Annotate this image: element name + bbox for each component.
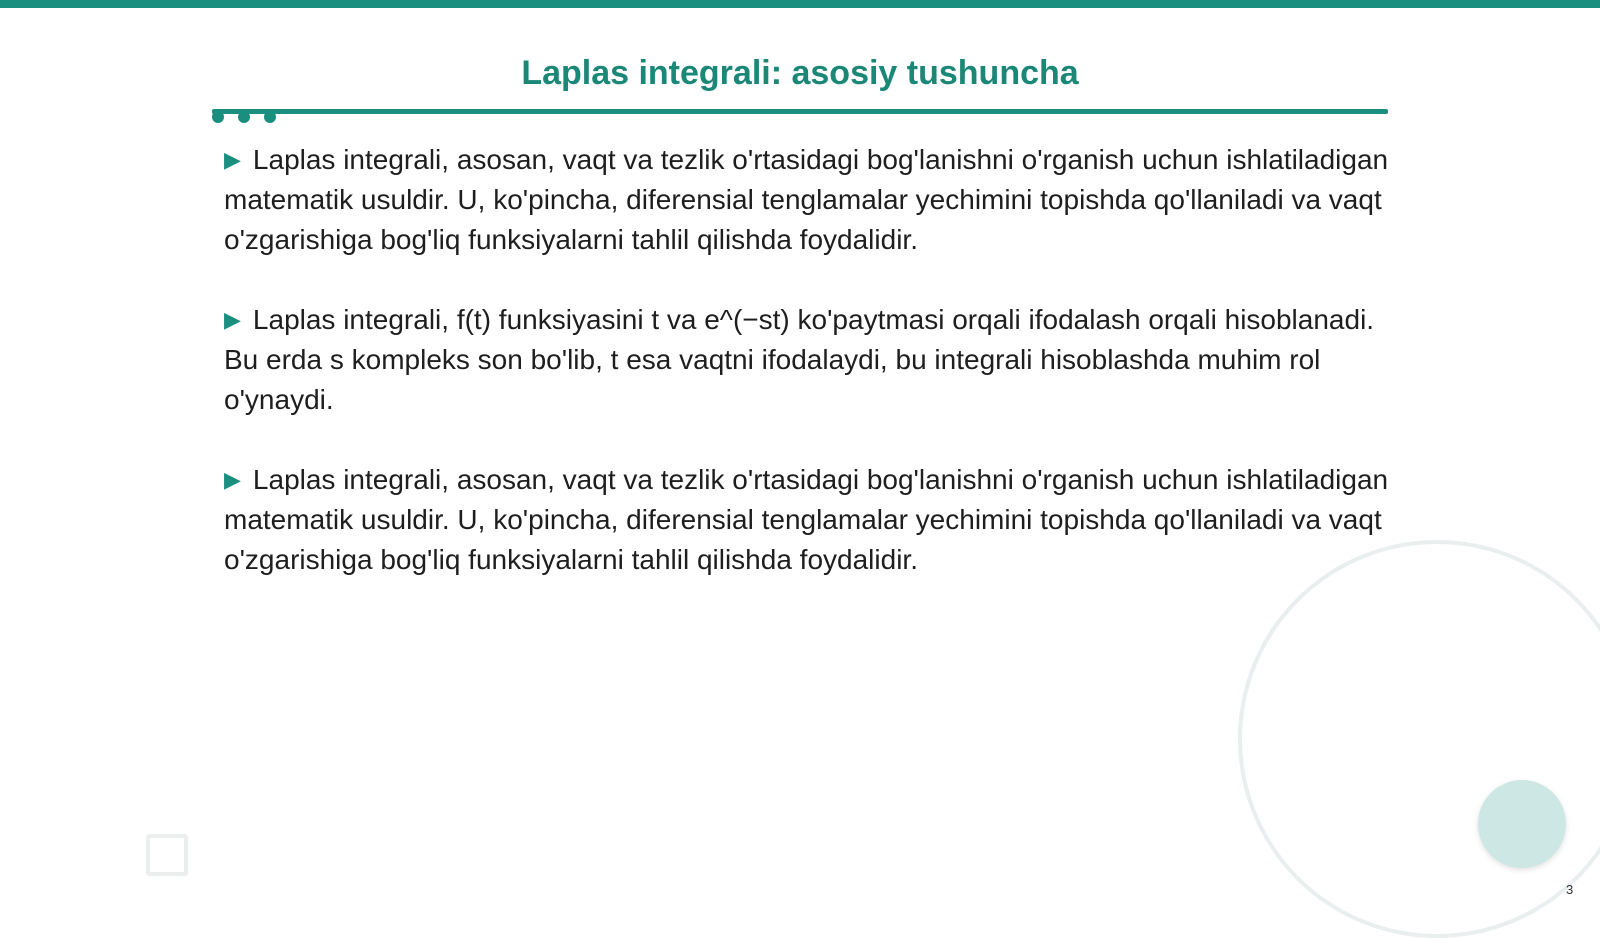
bullet-text: Laplas integrali, asosan, vaqt va tezlik o'rtasidagi bog'lanishni o'rganish uchun ishlatiladigan matematik usuldir. U, ko'pincha, diferensial tenglamalar yechimini topishda qo'llaniladi va vaqt o'zgarishiga bog'liq funksiyalarni tahlil qilishda foydalidir. xyxy=(224,144,1389,255)
title-underline xyxy=(212,109,1388,114)
decor-dot xyxy=(238,111,250,123)
bullet-item xyxy=(224,460,1394,580)
bullet-item xyxy=(224,300,1394,420)
bullet-item xyxy=(224,140,1394,260)
top-accent-bar xyxy=(0,0,1600,8)
triangle-bullet-icon: ▶ xyxy=(224,147,241,172)
bullet-list xyxy=(224,140,1394,620)
triangle-bullet-icon: ▶ xyxy=(224,307,241,332)
slide-number: 3 xyxy=(1566,882,1574,897)
bullet-text: Laplas integrali, f(t) funksiyasini t va e^(−st) ko'paytmasi orqali ifodalash orqali hisoblanadi. Bu erda s kompleks son bo'lib, t esa vaqtni ifodalaydi, bu integrali hisoblashda muhim rol o'ynaydi. xyxy=(224,304,1375,415)
slide-title: Laplas integrali: asosiy tushuncha xyxy=(521,54,1079,92)
decor-dot xyxy=(264,111,276,123)
bullet-text: Laplas integrali, asosan, vaqt va tezlik o'rtasidagi bog'lanishni o'rganish uchun ishlatiladigan matematik usuldir. U, ko'pincha, diferensial tenglamalar yechimini topishda qo'llaniladi va vaqt o'zgarishiga bog'liq funksiyalarni tahlil qilishda foydalidir. xyxy=(224,464,1389,575)
decor-dot xyxy=(212,111,224,123)
decor-square-outline xyxy=(146,834,188,876)
triangle-bullet-icon: ▶ xyxy=(224,467,241,492)
decor-circle-filled xyxy=(1478,780,1566,868)
